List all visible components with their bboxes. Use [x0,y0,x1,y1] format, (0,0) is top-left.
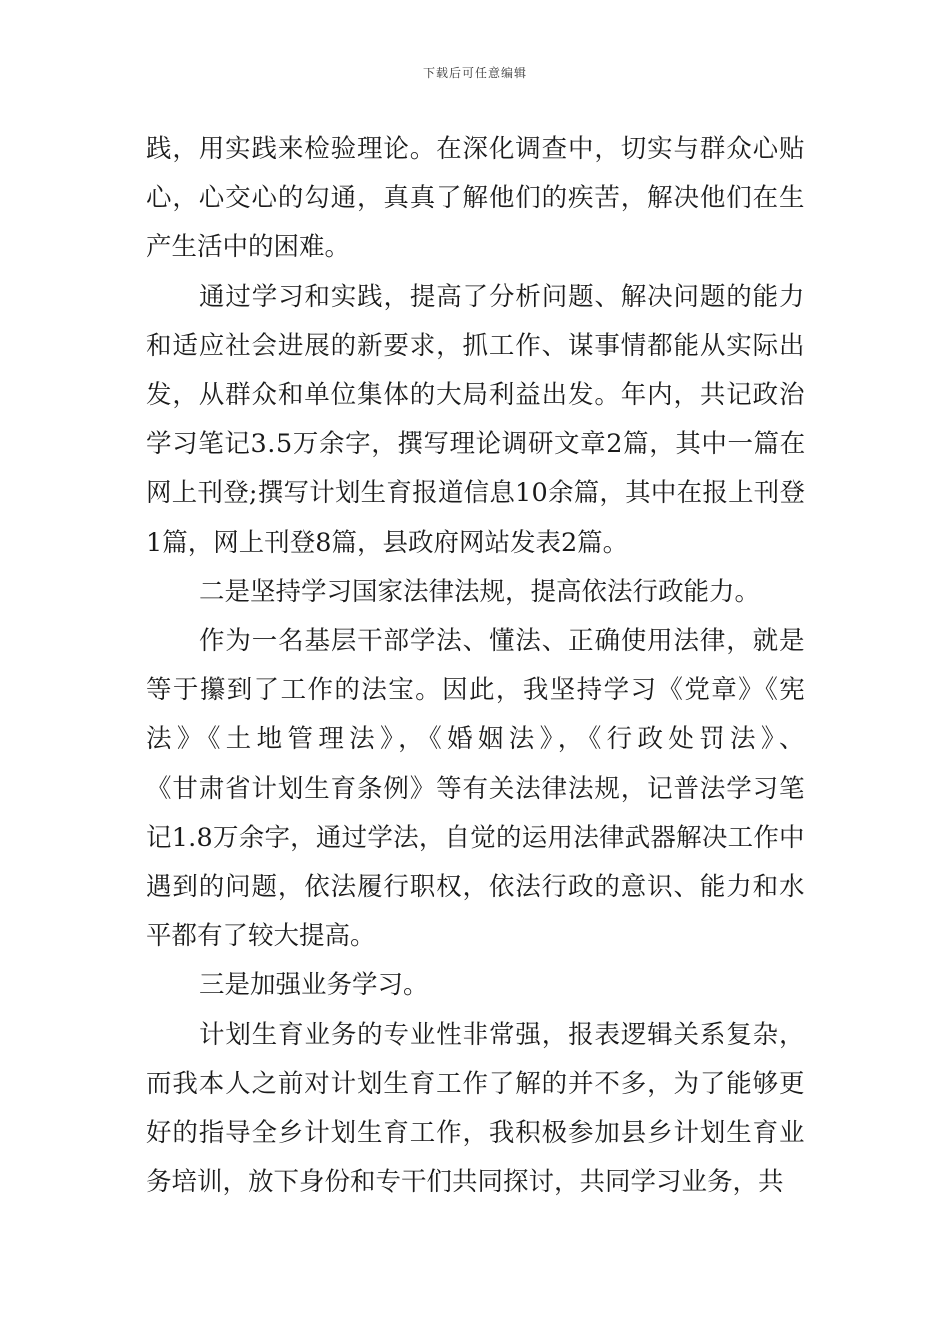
text-line: 二是坚持学习国家法律法规，提高依法行政能力。 [199,576,761,607]
text-line: 践，用实践来检验理论。在深化调查中，切实与群众心贴 [146,134,806,164]
text-line: 务培训，放下身份和专干们共同探讨，共同学习业务，共 [146,1167,784,1198]
text-line: 作为一名基层干部学法、懂法、正确使用法律，就是 [199,626,806,656]
text-line: 好的指导全乡计划生育工作，我积极参加县乡计划生育业 [146,1118,806,1148]
text-line: 网上刊登;撰写计划生育报道信息10余篇，其中在报上刊登 [146,478,806,509]
text-line: 发，从群众和单位集体的大局利益出发。年内，共记政治 [146,380,806,410]
text-line: 心，心交心的勾通，真真了解他们的疾苦，解决他们在生 [146,183,806,214]
text-line: 计划生育业务的专业性非常强，报表逻辑关系复杂， [199,1019,806,1050]
text-line: 《甘肃省计划生育条例》等有关法律法规，记普法学习笔 [146,773,806,804]
text-line: 而我本人之前对计划生育工作了解的并不多，为了能够更 [146,1068,806,1099]
text-line: 记1.8万余字，通过学法，自觉的运用法律武器解决工作中 [146,822,805,853]
text-line: 遇到的问题，依法履行职权，依法行政的意识、能力和水 [146,872,806,902]
text-line: 学习笔记3.5万余字，撰写理论调研文章2篇，其中一篇在 [146,429,806,460]
text-line: 1篇，网上刊登8篇，县政府网站发表2篇。 [146,527,629,558]
text-line: 和适应社会进展的新要求，抓工作、谋事情都能从实际出 [146,330,806,361]
text-line: 通过学习和实践，提高了分析问题、解决问题的能力 [199,281,806,312]
text-line: 产生活中的困难。 [146,232,351,263]
text-line: 平都有了较大提高。 [146,921,376,952]
text-line: 三是加强业务学习。 [199,970,429,1001]
text-line: 法》《土地管理法》，《婚姻法》，《行政处罚法》、 [146,724,810,755]
text-line: 等于攥到了工作的法宝。因此，我坚持学习《党章》《宪 [146,675,807,706]
page-header: 下载后可任意编辑 [422,66,527,80]
